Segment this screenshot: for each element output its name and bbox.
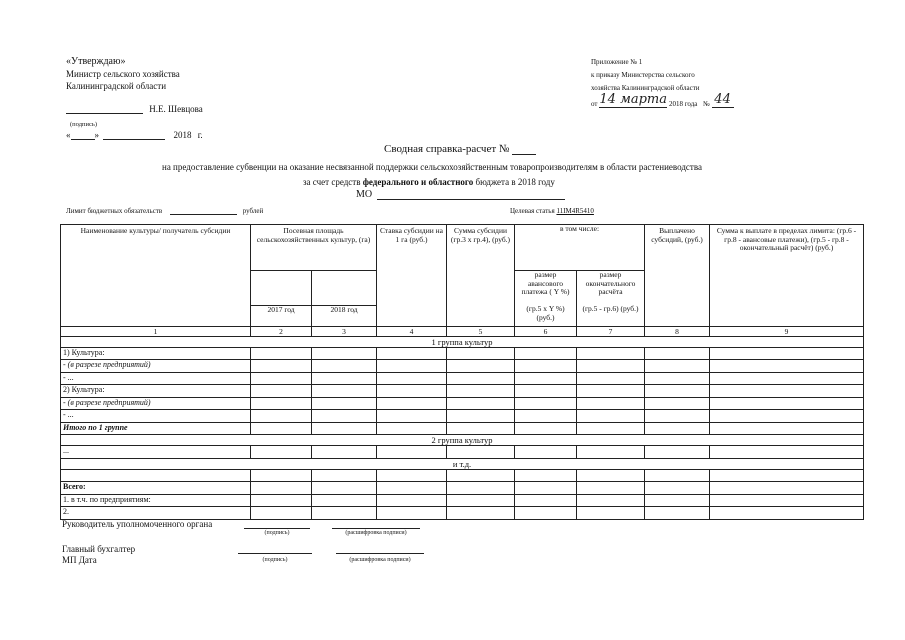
approve-sign-caption: (подпись) (70, 121, 97, 128)
footer-sign-caption-2: (подпись) (262, 557, 288, 563)
table-row: ... (61, 446, 864, 459)
area-spacer (251, 271, 312, 306)
col-num: 7 (577, 326, 645, 336)
appendix-date-handwritten: 14 марта (599, 92, 668, 107)
col-num: 6 (515, 326, 577, 336)
approve-region: Калининградской области (66, 81, 167, 91)
limit-line: Лимит бюджетных обязательств рублей (66, 207, 264, 215)
approve-date: « » 2018 г. (66, 130, 203, 140)
col-head-2017: 2017 год (251, 305, 312, 326)
table-row: 1) Культура: (61, 347, 864, 360)
appendix-line3: хозяйства Калининградской области (591, 84, 700, 92)
table-row: Итого по 1 группе (61, 422, 864, 435)
col-num: 3 (312, 326, 377, 336)
col-head-final-formula: (гр.5 - гр.6) (руб.) (577, 305, 645, 326)
col-head-paid: Выплачено субсидий, (руб.) (645, 225, 710, 327)
table-row: - (в разрезе предприятий) (61, 360, 864, 373)
col-head-2018: 2018 год (312, 305, 377, 326)
col-num: 2 (251, 326, 312, 336)
area-spacer2 (312, 271, 377, 306)
col-head-area: Посевная площадь сельскохозяйственных культур, (га) (251, 225, 377, 271)
appendix-number-handwritten: 44 (712, 92, 734, 108)
col-num: 1 (61, 326, 251, 336)
doc-funding: за счет средств федерального и областного бюджета в 2018 году (303, 177, 555, 187)
col-num: 5 (447, 326, 515, 336)
footer-decode-line-2 (336, 553, 424, 554)
appendix-line1: Приложение № 1 (591, 58, 643, 66)
footer-sign-caption: (подпись) (264, 530, 290, 536)
col-num: 9 (710, 326, 864, 336)
col-head-rate: Ставка субсидии на 1 га (руб.) (377, 225, 447, 327)
table-row: 1. в т.ч. по предприятиям: (61, 494, 864, 507)
approve-title: «Утверждаю» (66, 56, 126, 67)
footer-sign-line (244, 528, 310, 529)
col-head-to-pay: Сумма к выплате в пределах лимита: (гр.6 - гр.8 - авансовые платежи), (гр.5 - гр.8 - окончательный расчёт) (руб.) (710, 225, 864, 327)
table-row: - (в разрезе предприятий) (61, 397, 864, 410)
footer-mp-date: МП Дата (62, 555, 97, 565)
footer-head: Руководитель уполномоченного органа (62, 519, 213, 529)
approve-sign-line (66, 104, 203, 114)
col-head-sum: Сумма субсидии (гр.3 х гр.4), (руб.) (447, 225, 515, 327)
group-2-header: 2 группа культур (61, 435, 864, 446)
approve-minister: Министр сельского хозяйства (66, 69, 180, 79)
col-head-incl: в том числе: (515, 225, 645, 271)
col-head-advance: размер авансового платежа ( Y %) (515, 271, 577, 306)
footer-decode-caption-2: (расшифровка подписи) (349, 557, 411, 563)
footer-accountant: Главный бухгалтер (62, 544, 136, 554)
etc-row: и т.д. (61, 458, 864, 469)
footer-decode-caption: (расшифровка подписи) (345, 530, 407, 536)
table-row: 2. (61, 507, 864, 520)
doc-mo: МО (356, 189, 565, 200)
group-1-header: 1 группа культур (61, 336, 864, 347)
table-row: - ... (61, 372, 864, 385)
doc-title: Сводная справка-расчет № (384, 143, 536, 155)
col-head-advance-formula: (гр.5 х Y %) (руб.) (515, 305, 577, 326)
col-head-final: размер окончательного расчёта (577, 271, 645, 306)
table-row: Всего: (61, 482, 864, 495)
appendix-line2: к приказу Министерства сельского (591, 71, 695, 79)
col-num: 4 (377, 326, 447, 336)
approve-signer: Н.Е. Шевцова (149, 104, 203, 114)
col-num: 8 (645, 326, 710, 336)
table-row: 2) Культура: (61, 385, 864, 398)
col-head-name: Наименование культуры/ получатель субсидии (61, 225, 251, 327)
table-row (61, 469, 864, 482)
appendix-date: от 14 марта 2018 года № 44 (591, 92, 734, 108)
subsidy-table (60, 224, 864, 520)
doc-subtitle: на предоставление субвенции на оказание несвязанной поддержки сельскохозяйственным товаропроизводителям в области растениеводства (162, 162, 702, 172)
target-article: Целевая статья 11IМ4R5410 (510, 207, 594, 215)
table-row: - ... (61, 410, 864, 423)
footer-decode-line (332, 528, 420, 529)
footer-sign-line-2 (238, 553, 312, 554)
